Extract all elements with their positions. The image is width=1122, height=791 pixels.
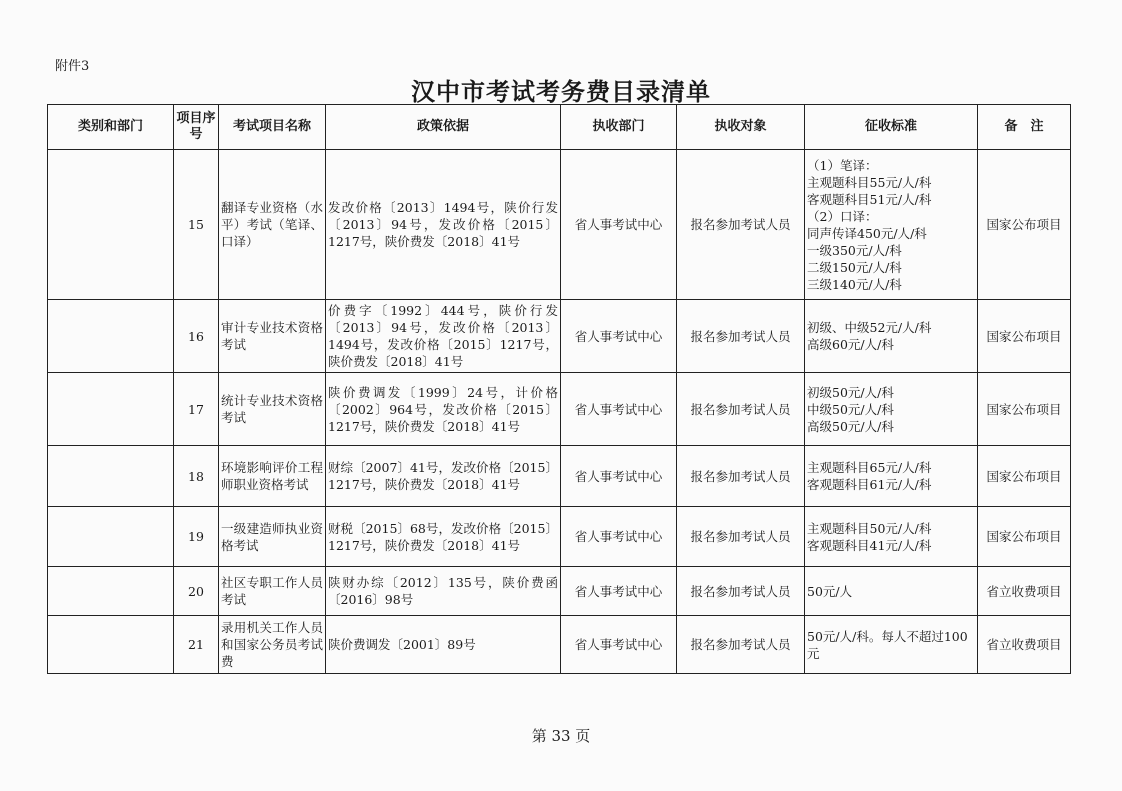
cell-category <box>48 567 174 616</box>
header-target: 执收对象 <box>677 105 805 150</box>
standard-line: 一级350元/人/科 <box>807 242 902 258</box>
cell-policy: 陕价费调发〔1999〕24号，计价格〔2002〕964号，发改价格〔2015〕1217号，陕价费发〔2018〕41号 <box>326 373 561 446</box>
cell-standard <box>805 616 978 674</box>
cell-seq: 15 <box>174 150 219 300</box>
cell-dept: 省人事考试中心 <box>561 446 677 507</box>
standard-line: 客观题科目41元/人/科 <box>807 537 932 553</box>
standard-line: 50元/人/科。每人不超过100元 <box>807 628 968 661</box>
cell-note: 国家公布项目 <box>978 507 1071 567</box>
standard-line: 客观题科目51元/人/科 <box>807 191 932 207</box>
header-note: 备 注 <box>978 105 1071 150</box>
standard-line: 主观题科目65元/人/科 <box>807 460 932 475</box>
cell-dept: 省人事考试中心 <box>561 150 677 300</box>
standard-line: 高级50元/人/科 <box>807 418 894 434</box>
cell-target: 报名参加考试人员 <box>677 446 805 507</box>
fee-table <box>47 104 1071 674</box>
cell-target: 报名参加考试人员 <box>677 373 805 446</box>
cell-seq: 17 <box>174 373 219 446</box>
cell-dept: 省人事考试中心 <box>561 507 677 567</box>
cell-standard <box>805 507 978 567</box>
cell-policy: 财税〔2015〕68号，发改价格〔2015〕1217号，陕价费发〔2018〕41号 <box>326 507 561 567</box>
cell-note: 省立收费项目 <box>978 567 1071 616</box>
cell-seq: 20 <box>174 567 219 616</box>
table-row <box>48 300 1071 373</box>
cell-dept: 省人事考试中心 <box>561 567 677 616</box>
cell-standard <box>805 373 978 446</box>
page-number: 第 33 页 <box>531 727 591 745</box>
table-row <box>48 616 1071 674</box>
table-row <box>48 446 1071 507</box>
standard-line: （1）笔译： <box>807 157 878 173</box>
cell-standard <box>805 567 978 616</box>
standard-line: 中级50元/人/科 <box>807 401 894 417</box>
cell-seq: 19 <box>174 507 219 567</box>
cell-note: 国家公布项目 <box>978 373 1071 446</box>
cell-dept: 省人事考试中心 <box>561 616 677 674</box>
cell-standard <box>805 150 978 300</box>
cell-category <box>48 300 174 373</box>
cell-name: 社区专职工作人员考试 <box>219 567 326 616</box>
header-category: 类别和部门 <box>48 105 174 150</box>
cell-name: 录用机关工作人员和国家公务员考试费 <box>219 616 326 674</box>
cell-dept: 省人事考试中心 <box>561 373 677 446</box>
cell-seq: 18 <box>174 446 219 507</box>
cell-policy: 陕价费调发〔2001〕89号 <box>326 616 561 674</box>
cell-target: 报名参加考试人员 <box>677 616 805 674</box>
cell-note: 省立收费项目 <box>978 616 1071 674</box>
cell-category <box>48 373 174 446</box>
standard-line: 初级50元/人/科 <box>807 384 894 400</box>
cell-name: 一级建造师执业资格考试 <box>219 507 326 567</box>
standard-line: 高级60元/人/科 <box>807 337 894 352</box>
standard-line: 二级150元/人/科 <box>807 259 902 275</box>
standard-line: 三级140元/人/科 <box>807 276 902 292</box>
standard-line: （2）口译： <box>807 208 878 224</box>
cell-seq: 21 <box>174 616 219 674</box>
cell-standard <box>805 446 978 507</box>
header-standard: 征收标准 <box>805 105 978 150</box>
cell-target: 报名参加考试人员 <box>677 507 805 567</box>
page-title: 汉中市考试考务费目录清单 <box>411 78 711 106</box>
cell-seq: 16 <box>174 300 219 373</box>
cell-category <box>48 446 174 507</box>
standard-line: 同声传译450元/人/科 <box>807 225 927 241</box>
cell-dept: 省人事考试中心 <box>561 300 677 373</box>
header-name: 考试项目名称 <box>219 105 326 150</box>
cell-policy: 财综〔2007〕41号，发改价格〔2015〕1217号，陕价费发〔2018〕41号 <box>326 446 561 507</box>
table-row <box>48 507 1071 567</box>
attachment-label: 附件3 <box>55 59 90 74</box>
cell-note: 国家公布项目 <box>978 300 1071 373</box>
table-row <box>48 567 1071 616</box>
cell-policy: 价费字〔1992〕444号，陕价行发〔2013〕94号，发改价格〔2013〕1494号，发改价格〔2015〕1217号，陕价费发〔2018〕41号 <box>326 300 561 373</box>
cell-category <box>48 616 174 674</box>
cell-name: 翻译专业资格（水平）考试（笔译、口译） <box>219 150 326 300</box>
cell-name: 审计专业技术资格考试 <box>219 300 326 373</box>
standard-line: 50元/人 <box>807 583 853 599</box>
cell-category <box>48 507 174 567</box>
cell-note: 国家公布项目 <box>978 446 1071 507</box>
table-row <box>48 150 1071 300</box>
cell-policy: 陕财办综〔2012〕135号，陕价费函〔2016〕98号 <box>326 567 561 616</box>
standard-line: 主观题科目50元/人/科 <box>807 520 932 536</box>
cell-target: 报名参加考试人员 <box>677 567 805 616</box>
cell-category <box>48 150 174 300</box>
cell-name: 环境影响评价工程师职业资格考试 <box>219 446 326 507</box>
cell-name: 统计专业技术资格考试 <box>219 373 326 446</box>
header-seq: 项目序号 <box>174 105 219 150</box>
standard-line: 客观题科目61元/人/科 <box>807 477 932 492</box>
cell-standard <box>805 300 978 373</box>
table-row <box>48 373 1071 446</box>
table-body <box>48 150 1071 674</box>
standard-line: 初级、中级52元/人/科 <box>807 320 932 335</box>
cell-target: 报名参加考试人员 <box>677 300 805 373</box>
cell-note: 国家公布项目 <box>978 150 1071 300</box>
standard-line: 主观题科目55元/人/科 <box>807 174 932 190</box>
table-header-row <box>48 105 1071 150</box>
header-policy: 政策依据 <box>326 105 561 150</box>
cell-policy: 发改价格〔2013〕1494号，陕价行发〔2013〕94号，发改价格〔2015〕1217号，陕价费发〔2018〕41号 <box>326 150 561 300</box>
cell-target: 报名参加考试人员 <box>677 150 805 300</box>
header-dept: 执收部门 <box>561 105 677 150</box>
